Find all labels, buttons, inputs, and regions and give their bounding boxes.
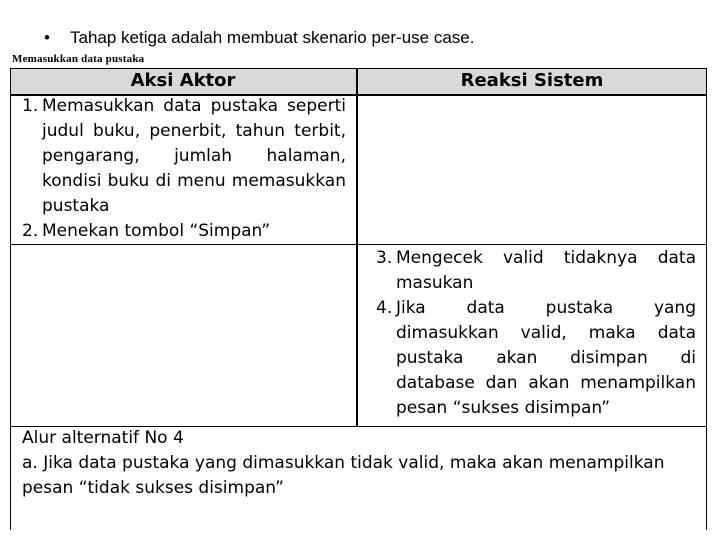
row-divider-system xyxy=(356,244,706,245)
bullet-symbol: • xyxy=(44,28,50,47)
table-top-border xyxy=(10,68,706,69)
system-step xyxy=(376,246,696,296)
bullet-text: Tahap ketiga adalah membuat skenario per-use case. xyxy=(70,28,475,47)
table-left-border xyxy=(10,68,11,530)
system-step xyxy=(376,296,696,421)
step-number: 4. xyxy=(376,298,393,318)
alternate-flow xyxy=(22,426,698,501)
step-number: 2. xyxy=(22,221,39,241)
alternate-flow-title: Alur alternatif No 4 xyxy=(22,428,184,448)
step-text: Jika data pustaka yang dimasukkan valid, maka data pustaka akan disimpan di database dan akan menampilkan pesan “sukses disimpan” xyxy=(396,298,696,418)
step-text: Menekan tombol “Simpan” xyxy=(42,221,271,241)
step-number: 1. xyxy=(22,96,39,116)
row-divider-actor xyxy=(10,244,356,245)
actor-step xyxy=(22,219,346,244)
system-steps xyxy=(376,246,696,421)
alternate-flow-text: a. Jika data pustaka yang dimasukkan tidak valid, maka akan menampilkan pesan “tidak sukses disimpan” xyxy=(22,453,665,498)
header-system-reaction: Reaksi Sistem xyxy=(358,68,706,96)
use-case-scenario-table xyxy=(10,68,706,530)
table-right-border xyxy=(706,68,707,530)
bullet-point xyxy=(44,28,474,48)
step-number: 3. xyxy=(376,248,393,268)
actor-step xyxy=(22,94,346,219)
step-text: Memasukkan data pustaka seperti judul buku, penerbit, tahun terbit, pengarang, jumlah halaman, kondisi buku di menu memasukkan pustaka xyxy=(42,96,346,216)
actor-steps xyxy=(22,94,346,244)
column-divider xyxy=(356,68,358,426)
table-caption: Memasukkan data pustaka xyxy=(12,53,145,65)
step-text: Mengecek valid tidaknya data masukan xyxy=(396,248,696,293)
header-actor-action: Aksi Aktor xyxy=(10,68,356,96)
